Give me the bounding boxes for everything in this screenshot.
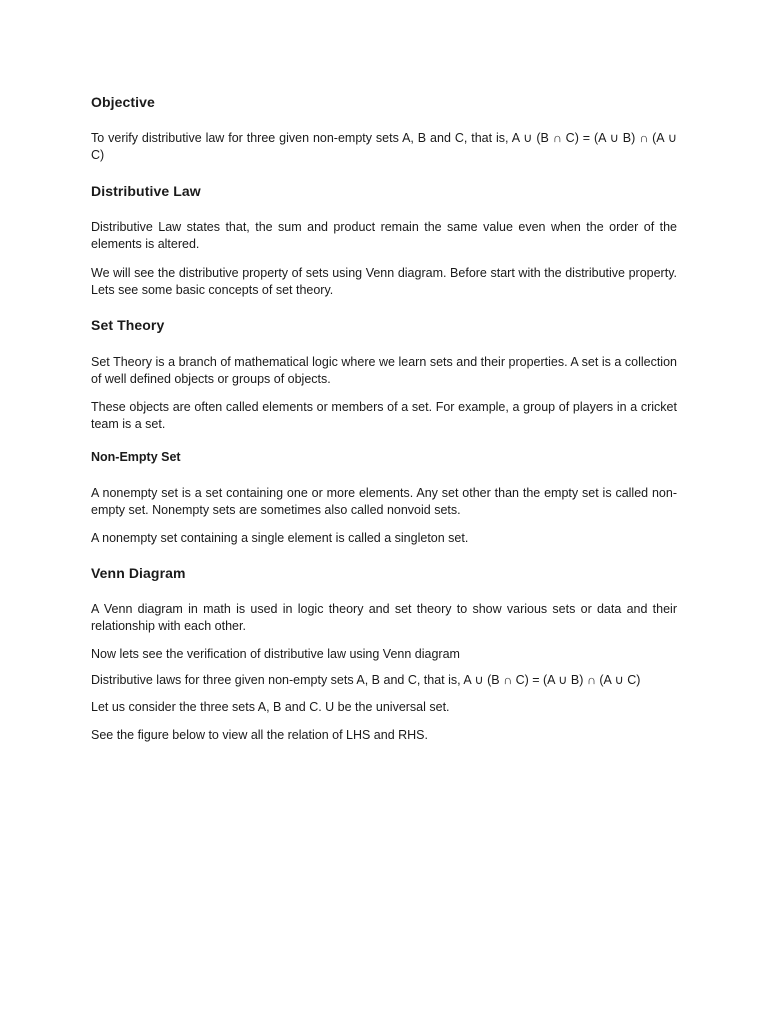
- set-theory-paragraph-1: Set Theory is a branch of mathematical logic where we learn sets and their properties. A set is a collection of well defined objects or groups of objects.: [91, 355, 677, 386]
- venn-diagram-paragraph-2: Now lets see the verification of distributive law using Venn diagram: [91, 647, 460, 661]
- heading-venn-diagram: Venn Diagram: [91, 565, 186, 581]
- distributive-law-paragraph-1: Distributive Law states that, the sum and product remain the same value even when the order of the elements is altered.: [91, 220, 677, 251]
- non-empty-set-paragraph-1: A nonempty set is a set containing one or more elements. Any set other than the empty set is called non-empty set. Nonempty sets are sometimes also called nonvoid sets.: [91, 486, 677, 517]
- distributive-law-paragraph-2: We will see the distributive property of sets using Venn diagram. Before start with the distributive property. Lets see some basic concepts of set theory.: [91, 266, 677, 297]
- objective-paragraph: To verify distributive law for three given non-empty sets A, B and C, that is, A ∪ (B ∩ C) = (A ∪ B) ∩ (A ∪ C): [91, 131, 677, 162]
- heading-objective: Objective: [91, 94, 155, 110]
- venn-diagram-paragraph-5: See the figure below to view all the relation of LHS and RHS.: [91, 728, 428, 742]
- venn-diagram-paragraph-4: Let us consider the three sets A, B and C. U be the universal set.: [91, 700, 450, 714]
- heading-distributive-law: Distributive Law: [91, 183, 201, 199]
- heading-set-theory: Set Theory: [91, 317, 165, 333]
- set-theory-paragraph-2: These objects are often called elements or members of a set. For example, a group of players in a cricket team is a set.: [91, 400, 677, 431]
- heading-non-empty-set: Non-Empty Set: [91, 450, 181, 464]
- non-empty-set-paragraph-2: A nonempty set containing a single element is called a singleton set.: [91, 531, 469, 545]
- venn-diagram-paragraph-1: A Venn diagram in math is used in logic theory and set theory to show various sets or data and their relationship with each other.: [91, 602, 677, 633]
- venn-diagram-paragraph-3: Distributive laws for three given non-empty sets A, B and C, that is, A ∪ (B ∩ C) = (A ∪ B) ∩ (A ∪ C): [91, 673, 641, 687]
